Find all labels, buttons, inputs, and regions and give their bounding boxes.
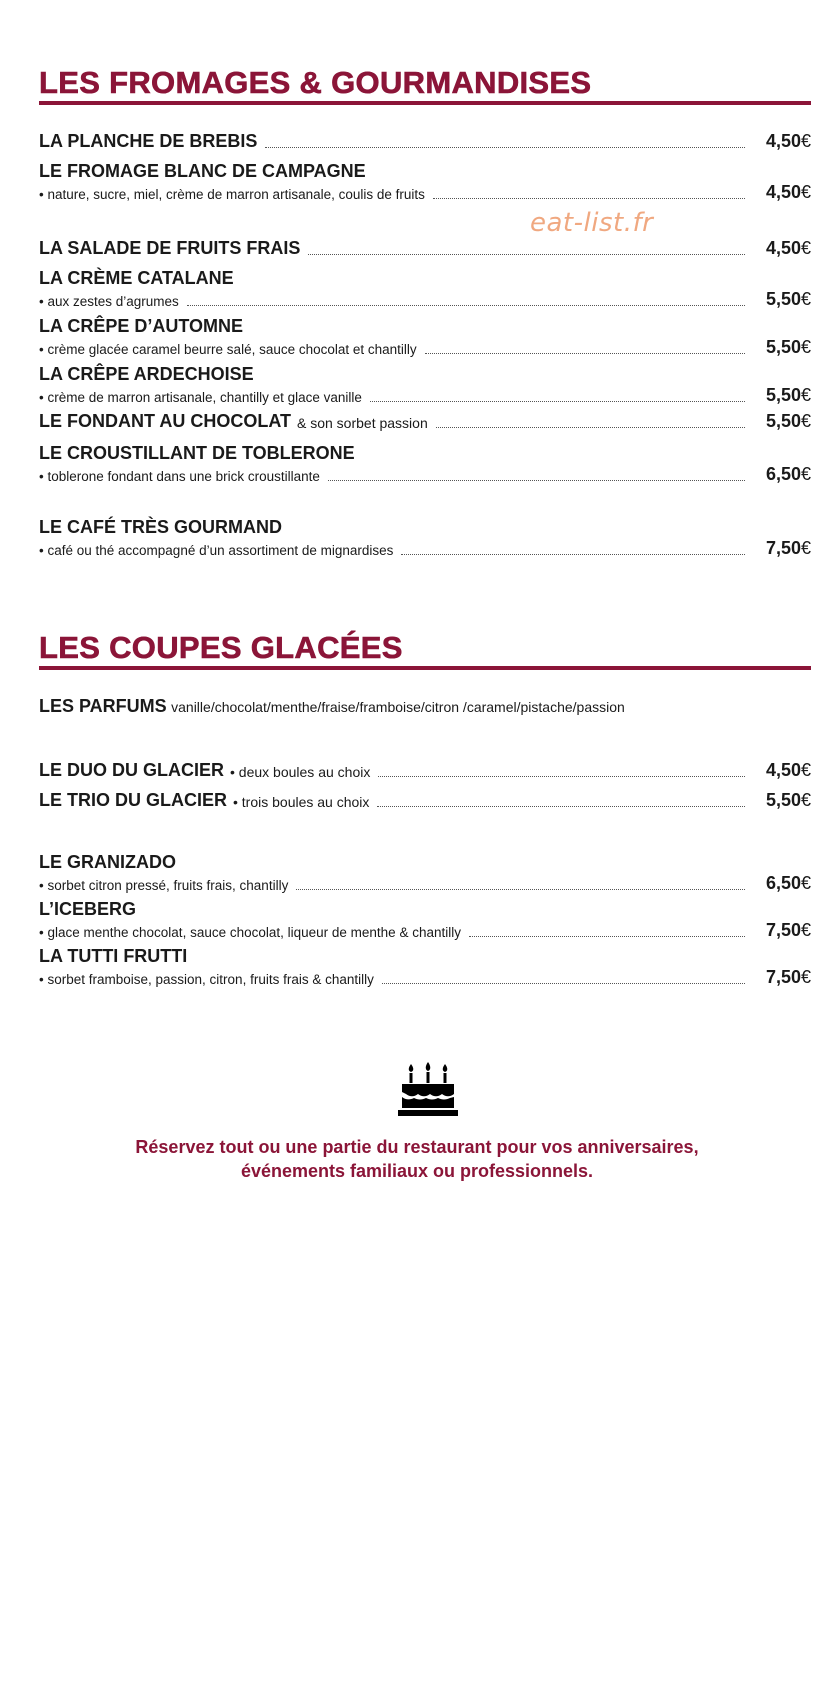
item-description: • deux boules au choix	[230, 764, 371, 780]
item-description: • sorbet citron pressé, fruits frais, chantilly	[39, 878, 289, 893]
item-description: • toblerone fondant dans une brick croustillante	[39, 469, 320, 484]
item-price: 4,50€	[765, 760, 811, 780]
menu-item	[39, 364, 811, 406]
item-price: 5,50€	[765, 337, 811, 357]
item-description: • glace menthe chocolat, sauce chocolat, liqueur de menthe & chantilly	[39, 925, 461, 940]
menu-item	[39, 411, 811, 432]
section-divider	[39, 101, 811, 105]
menu-item	[39, 899, 811, 941]
item-description: • café ou thé accompagné d’un assortiment de mignardises	[39, 543, 394, 558]
item-name: LA SALADE DE FRUITS FRAIS	[39, 238, 301, 258]
reservation-line-1: Réservez tout ou une partie du restaurant pour vos anniversaires,	[135, 1137, 699, 1157]
item-price: 4,50€	[765, 131, 811, 151]
item-name: LE CROUSTILLANT DE TOBLERONE	[39, 443, 355, 463]
dot-leader	[296, 888, 745, 890]
reservation-line-2: événements familiaux ou professionnels.	[240, 1161, 594, 1181]
item-name: LA TUTTI FRUTTI	[39, 946, 188, 966]
watermark: eat-list.fr	[530, 208, 654, 238]
item-name: LE GRANIZADO	[39, 852, 176, 872]
item-price: 5,50€	[765, 790, 811, 810]
item-price: 7,50€	[765, 538, 811, 558]
item-name: LE CAFÉ TRÈS GOURMAND	[39, 517, 282, 537]
menu-item	[39, 268, 811, 310]
item-price: 4,50€	[765, 182, 811, 202]
dot-leader	[328, 479, 745, 481]
menu-item	[39, 790, 811, 811]
menu-item	[39, 517, 811, 559]
dot-leader	[469, 935, 745, 937]
item-name: LA CRÈME CATALANE	[39, 268, 234, 288]
item-name: LE FONDANT AU CHOCOLAT	[39, 411, 291, 431]
item-price: 7,50€	[765, 967, 811, 987]
dot-leader	[425, 352, 745, 354]
item-description: • aux zestes d’agrumes	[39, 294, 179, 309]
menu-item	[39, 443, 811, 485]
flavours-line	[39, 696, 625, 717]
item-description: • sorbet framboise, passion, citron, fruits frais & chantilly	[39, 972, 374, 987]
menu-item	[39, 161, 811, 203]
dot-leader	[436, 426, 745, 428]
dot-leader	[187, 304, 745, 306]
dot-leader	[401, 553, 745, 555]
item-price: 7,50€	[765, 920, 811, 940]
dot-leader	[370, 400, 745, 402]
item-description: • crème de marron artisanale, chantilly et glace vanille	[39, 390, 362, 405]
menu-item	[39, 946, 811, 988]
item-name: LE DUO DU GLACIER	[39, 760, 225, 780]
section-divider	[39, 666, 811, 670]
item-name: LA CRÊPE ARDECHOISE	[39, 364, 254, 384]
dot-leader	[308, 253, 745, 255]
item-price: 4,50€	[765, 238, 811, 258]
item-name: L’ICEBERG	[39, 899, 137, 919]
dot-leader	[378, 775, 745, 777]
item-price: 5,50€	[765, 385, 811, 405]
item-description: • nature, sucre, miel, crème de marron artisanale, coulis de fruits	[39, 187, 425, 202]
section-title-coupes: LES COUPES GLACÉES	[39, 630, 403, 665]
section-title-fromages: LES FROMAGES & GOURMANDISES	[39, 65, 592, 100]
menu-item	[39, 852, 811, 894]
menu-item	[39, 238, 811, 259]
item-name: LE TRIO DU GLACIER	[39, 790, 227, 810]
item-price: 5,50€	[765, 289, 811, 309]
item-name: LA PLANCHE DE BREBIS	[39, 131, 258, 151]
menu-item	[39, 316, 811, 358]
dot-leader	[382, 982, 745, 984]
item-price: 5,50€	[765, 411, 811, 431]
menu-item	[39, 131, 811, 152]
item-name: LE FROMAGE BLANC DE CAMPAGNE	[39, 161, 366, 181]
menu-item	[39, 760, 811, 781]
dot-leader	[265, 146, 745, 148]
item-price: 6,50€	[765, 464, 811, 484]
item-price: 6,50€	[765, 873, 811, 893]
flavours-list: vanille/chocolat/menthe/fraise/framboise/citron /caramel/pistache/passion	[171, 699, 625, 715]
birthday-cake-icon	[398, 1062, 458, 1120]
item-description: & son sorbet passion	[296, 415, 428, 431]
item-description: • crème glacée caramel beurre salé, sauce chocolat et chantilly	[39, 342, 417, 357]
item-description: • trois boules au choix	[233, 794, 370, 810]
dot-leader	[433, 197, 745, 199]
reservation-notice	[60, 1135, 774, 1183]
dot-leader	[377, 805, 745, 807]
item-name: LA CRÊPE D’AUTOMNE	[39, 316, 244, 336]
flavours-label: LES PARFUMS	[39, 696, 167, 716]
